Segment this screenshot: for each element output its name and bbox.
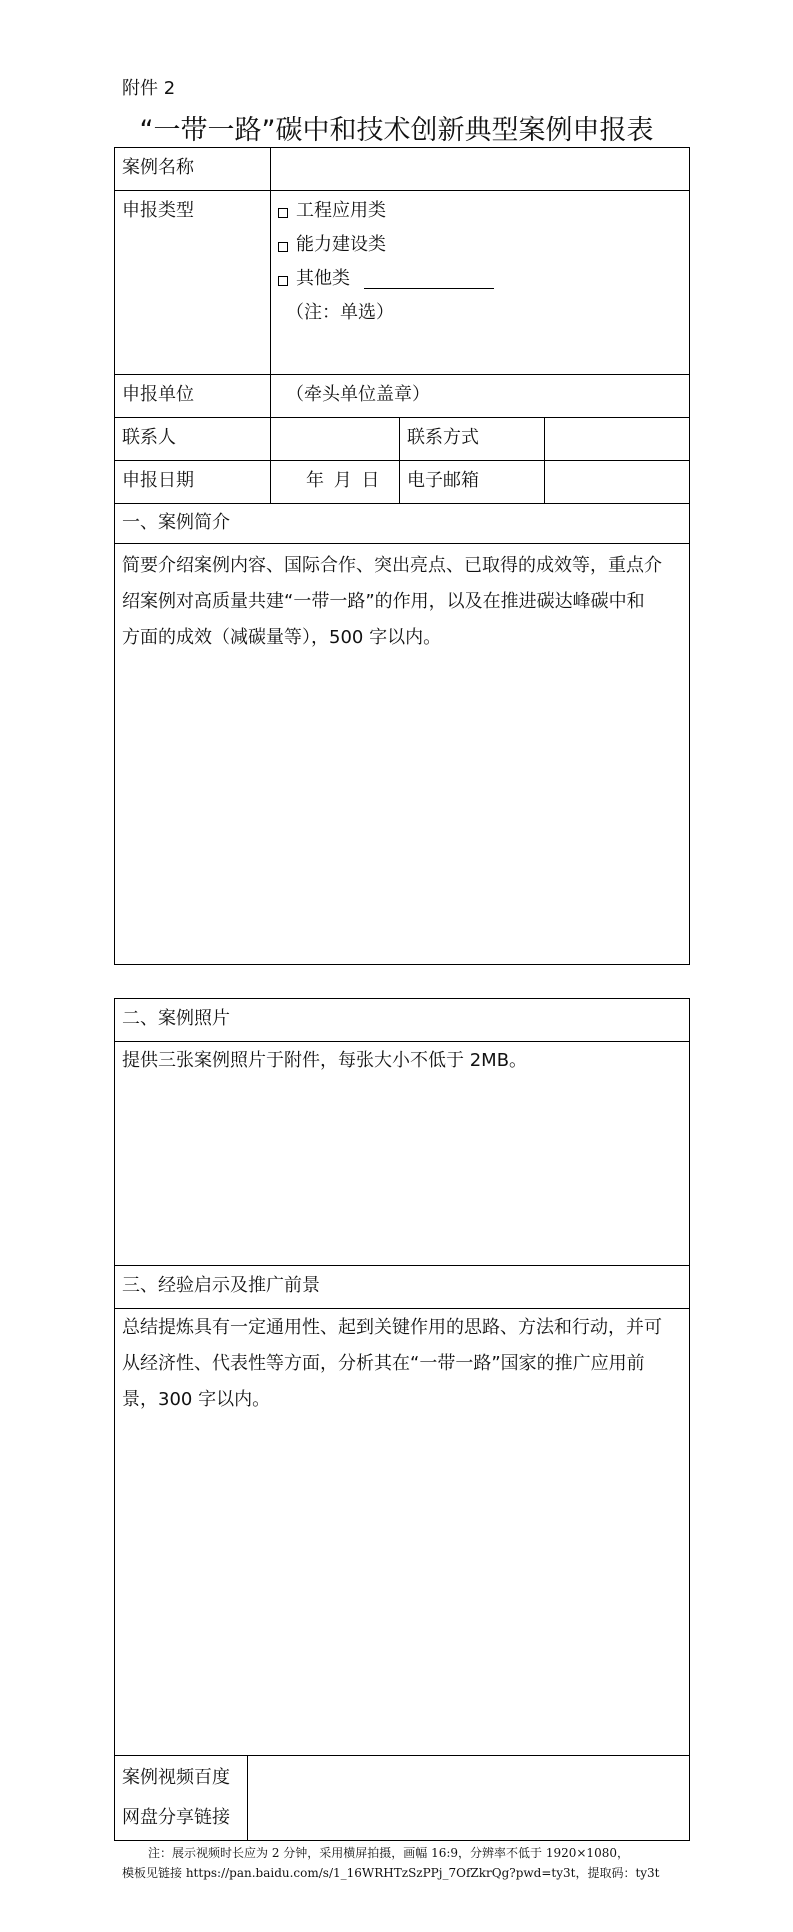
experience-title: 三、经验启示及推广前景 bbox=[122, 1275, 320, 1296]
intro-line: 简要介绍案例内容、国际合作、突出亮点、已取得的成效等，重点介 bbox=[122, 555, 662, 576]
report-type-label: 申报类型 bbox=[122, 200, 194, 221]
footer-note-line-1: 注：展示视频时长应为 2 分钟，采用横屏拍摄，画幅 16:9，分辨率不低于 1920×1080， bbox=[148, 1846, 629, 1860]
row-divider bbox=[114, 1755, 690, 1756]
email-field[interactable] bbox=[546, 462, 688, 502]
form-title: “一带一路”碳中和技术创新典型案例申报表 bbox=[139, 115, 654, 146]
col-divider bbox=[544, 417, 545, 503]
row-divider bbox=[114, 460, 690, 461]
contact-person-field[interactable] bbox=[272, 419, 398, 459]
type-engineering-label: 工程应用类 bbox=[296, 200, 386, 221]
footer-note-line-2[interactable]: 模板见链接 https://pan.baidu.com/s/1_16WRHTzSzPPj_7OfZkrQg?pwd=ty3t，提取码：ty3t bbox=[122, 1866, 660, 1880]
row-divider bbox=[114, 417, 690, 418]
type-capacity-checkbox[interactable] bbox=[278, 242, 288, 252]
col-divider bbox=[270, 147, 271, 503]
intro-line: 方面的成效（减碳量等），500 字以内。 bbox=[122, 627, 442, 648]
intro-line: 绍案例对高质量共建“一带一路”的作用，以及在推进碳达峰碳中和 bbox=[122, 591, 645, 612]
experience-line: 总结提炼具有一定通用性、起到关键作用的思路、方法和行动，并可 bbox=[122, 1317, 662, 1338]
form-table-2 bbox=[114, 998, 690, 1841]
row-divider bbox=[114, 374, 690, 375]
case-name-label: 案例名称 bbox=[122, 157, 194, 178]
col-divider bbox=[399, 417, 400, 503]
contact-person-label: 联系人 bbox=[122, 427, 176, 448]
type-capacity-label: 能力建设类 bbox=[296, 234, 386, 255]
type-engineering-checkbox[interactable] bbox=[278, 208, 288, 218]
experience-line: 景，300 字以内。 bbox=[122, 1389, 271, 1410]
report-date-value[interactable]: 年 月 日 bbox=[306, 470, 380, 491]
type-other-checkbox[interactable] bbox=[278, 276, 288, 286]
video-link-field[interactable] bbox=[249, 1757, 688, 1839]
video-link-label bbox=[122, 1758, 246, 1838]
report-date-label: 申报日期 bbox=[122, 470, 194, 491]
row-divider bbox=[114, 1265, 690, 1266]
email-label: 电子邮箱 bbox=[407, 470, 479, 491]
photos-line: 提供三张案例照片于附件，每张大小不低于 2MB。 bbox=[122, 1050, 528, 1071]
row-divider bbox=[114, 1041, 690, 1042]
row-divider bbox=[114, 1308, 690, 1309]
row-divider bbox=[114, 543, 690, 544]
video-label-line: 案例视频百度 bbox=[122, 1767, 230, 1788]
col-divider bbox=[247, 1755, 248, 1841]
report-unit-label: 申报单位 bbox=[122, 384, 194, 405]
type-note: （注：单选） bbox=[286, 302, 394, 323]
report-unit-hint: （牵头单位盖章） bbox=[286, 384, 430, 405]
experience-line: 从经济性、代表性等方面，分析其在“一带一路”国家的推广应用前 bbox=[122, 1353, 645, 1374]
contact-method-field[interactable] bbox=[546, 419, 688, 459]
experience-instructions[interactable] bbox=[122, 1310, 686, 1418]
video-label-line: 网盘分享链接 bbox=[122, 1807, 230, 1828]
row-divider bbox=[114, 190, 690, 191]
contact-method-label: 联系方式 bbox=[407, 427, 479, 448]
case-photos-instructions[interactable] bbox=[122, 1043, 686, 1079]
row-divider bbox=[114, 503, 690, 504]
type-other-input-line[interactable] bbox=[364, 288, 494, 289]
case-intro-title: 一、案例简介 bbox=[122, 512, 230, 533]
type-other-label: 其他类 bbox=[296, 268, 350, 289]
attachment-label: 附件 2 bbox=[122, 78, 176, 99]
case-photos-title: 二、案例照片 bbox=[122, 1008, 230, 1029]
case-name-field[interactable] bbox=[272, 149, 688, 189]
case-intro-instructions[interactable] bbox=[122, 548, 686, 656]
